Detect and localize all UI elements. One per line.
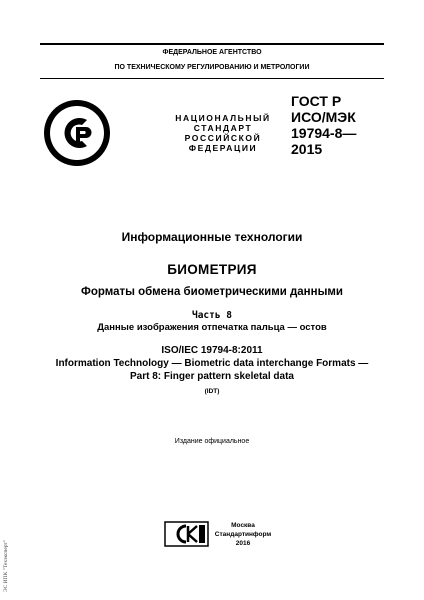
gost-r-logo-icon — [42, 98, 112, 168]
standard-line-4: ФЕДЕРАЦИИ — [188, 143, 258, 153]
agency-line-1: ФЕДЕРАЛЬНОЕ АГЕНТСТВО — [162, 49, 262, 56]
gost-number-line-4: 2015 — [291, 141, 323, 157]
edition-label: Издание официальное — [174, 438, 250, 445]
gost-number-line-2: ИСО/МЭК — [291, 109, 356, 125]
standartinform-logo-icon — [164, 521, 209, 547]
header-rule — [40, 78, 384, 79]
gost-number-line-3: 19794-8— — [291, 125, 357, 141]
publisher-city: Москва — [231, 522, 255, 529]
idt-label: (IDT) — [204, 388, 220, 395]
iso-number: ISO/IEC 19794-8:2011 — [161, 345, 263, 356]
info-tech-title: Информационные технологии — [121, 230, 303, 244]
publisher-block — [213, 521, 273, 548]
gost-number-line-1: ГОСТ Р — [291, 93, 342, 109]
standard-line-2: СТАНДАРТ — [193, 123, 253, 133]
english-title-line-2: Part 8: Finger pattern skeletal data — [130, 371, 294, 382]
top-rule — [40, 43, 384, 45]
part-title: Данные изображения отпечатка пальца — остов — [97, 322, 327, 333]
english-title-line-1: Information Technology — Biometric data interchange Formats — — [55, 358, 369, 369]
standard-line-3: РОССИЙСКОЙ — [184, 133, 262, 143]
publisher-year: 2016 — [235, 540, 251, 547]
agency-line-2: ПО ТЕХНИЧЕСКОМУ РЕГУЛИРОВАНИЮ И МЕТРОЛОГИИ — [114, 64, 310, 71]
national-standard-label — [170, 113, 276, 153]
main-title: БИОМЕТРИЯ — [167, 262, 257, 277]
side-note-text: ЭС ИПК "Техэксперт" — [3, 539, 9, 592]
side-note — [3, 522, 11, 592]
standard-line-1: НАЦИОНАЛЬНЫЙ — [175, 113, 271, 123]
publisher-name: Стандартинформ — [214, 531, 272, 538]
subtitle: Форматы обмена биометрическими данными — [81, 286, 343, 298]
gost-number — [291, 93, 401, 157]
part-label: Часть 8 — [191, 310, 233, 321]
